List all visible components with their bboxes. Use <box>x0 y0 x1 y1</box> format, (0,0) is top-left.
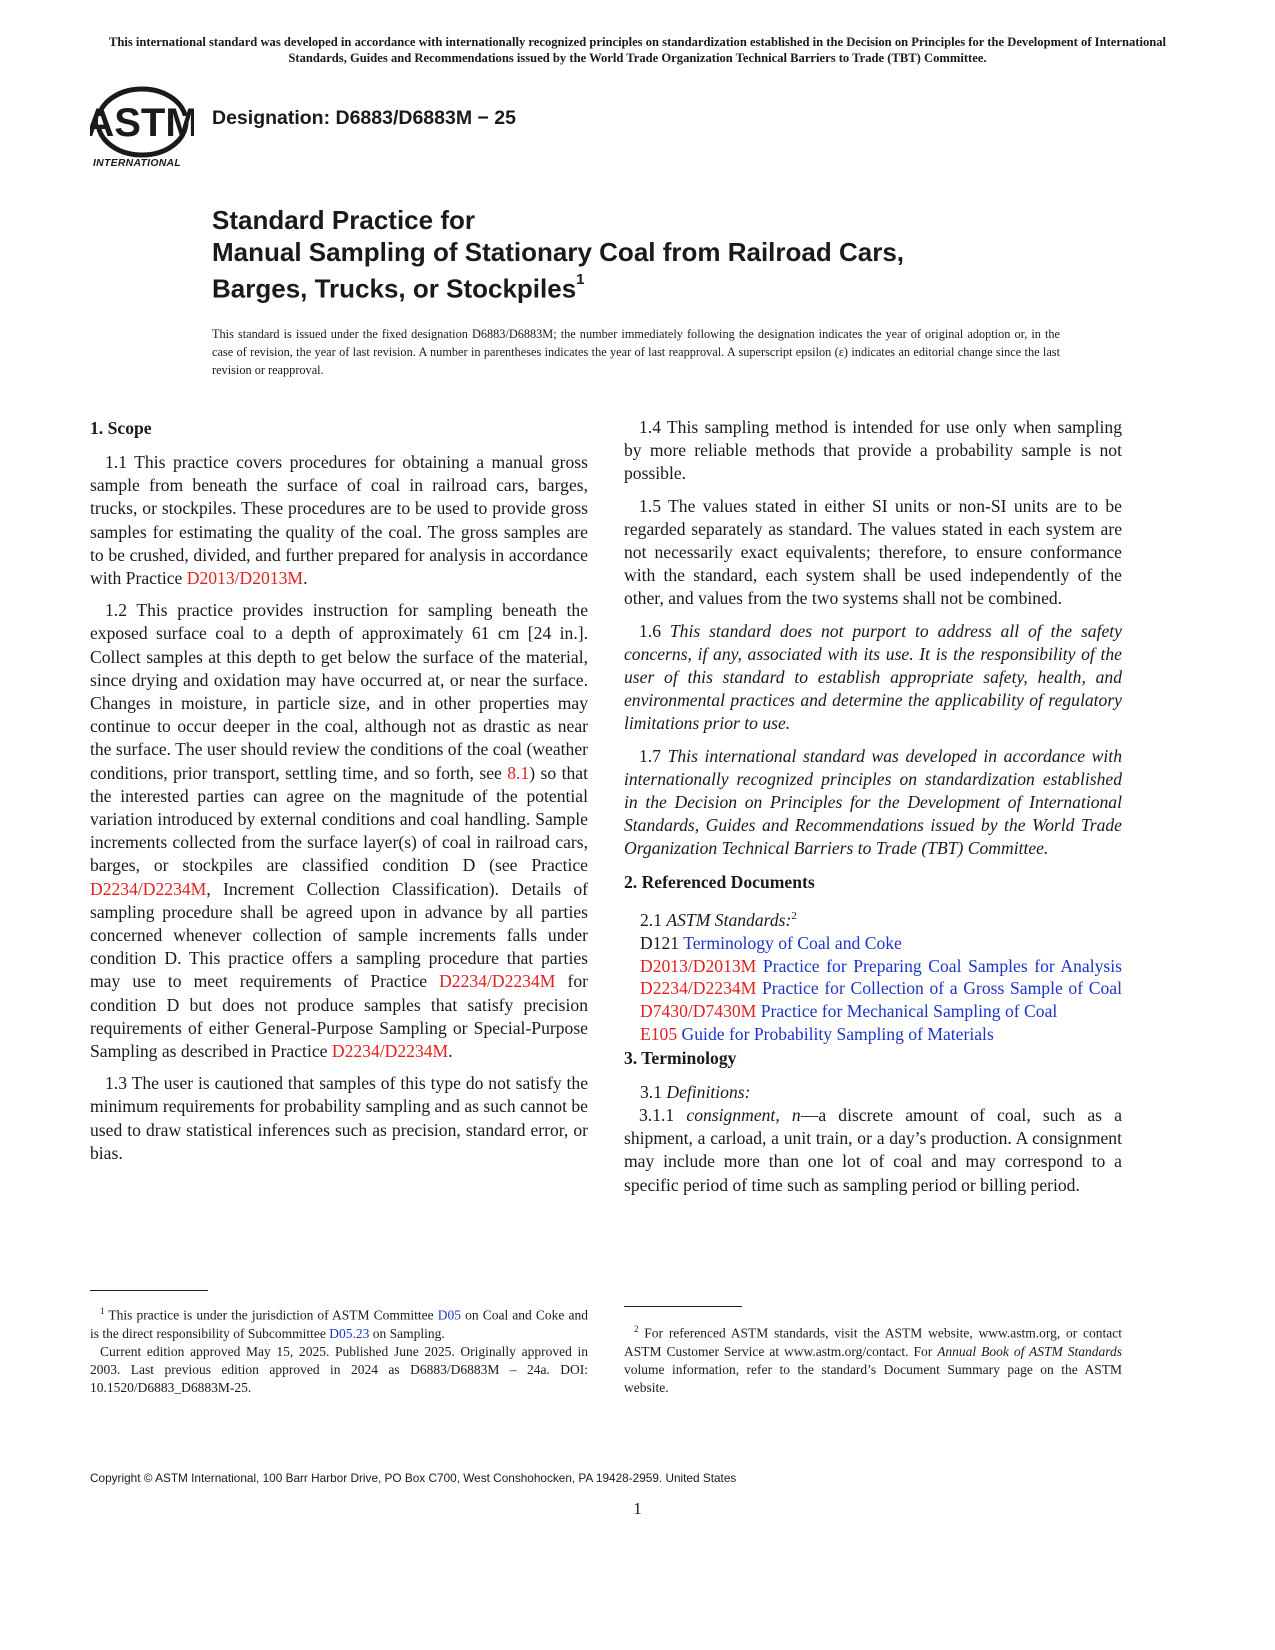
paragraph-1-5: 1.5 The values stated in either SI units or non-SI units are to be regarded separately as standard. The values stated in each system are not necessarily exact equivalents; therefore, to ensure conformance with the standard, each system shall be used independently of the other, and values from the two systems shall not be combined. <box>624 495 1122 609</box>
section-heading-terminology: 3. Terminology <box>624 1047 737 1068</box>
document-title <box>212 204 1112 305</box>
paragraph-1-6: 1.6 This standard does not purport to address all of the safety concerns, if any, associated with its use. It is the responsibility of the user of this standard to establish appropriate safety, health, and environmental practices and determine the applicability of regulatory limitations prior to use. <box>624 620 1122 734</box>
designation: Designation: D6883/D6883M − 25 <box>212 107 517 129</box>
footnote-1: $^1$ This practice is under the jurisdiction of ASTM Committee D05 on Coal and Coke and is the direct responsibility of Subcommittee D05.23 on Sampling. Current edition approved May 15, 2025. Published June 2025. Originally approved in 2003. Last previous edition approved in 2024 as D6883/D6883M – 24a. DOI: 10.1520/D6883_D6883M-25. <box>90 1306 588 1396</box>
subcommittee-link[interactable]: D05.23 <box>329 1325 370 1341</box>
right-column <box>624 416 1122 1206</box>
astm-monogram-text: ASTM <box>90 101 194 145</box>
page-number: 1 <box>633 1499 642 1518</box>
reference-item[interactable]: D121 Terminology of Coal and Coke <box>640 932 902 953</box>
definitions-subheading: 3.1 Definitions: <box>640 1081 751 1102</box>
footnote-2: $^2$ For referenced ASTM standards, visit the ASTM website, www.astm.org, or contact ASTM Customer Service at www.astm.org/contact. For Annual Book of ASTM Standards volume information, refer to the standard’s Document Summary page on the ASTM website. <box>624 1324 1122 1396</box>
reference-title-link[interactable]: Guide for Probability Sampling of Materials <box>681 1023 994 1044</box>
reference-item[interactable]: D2234/D2234M Practice for Collection of a Gross Sample of Coal <box>640 978 1122 999</box>
footnote-divider-left <box>90 1290 208 1291</box>
definition-consignment: 3.1.1 consignment, n—a discrete amount of coal, such as a shipment, a carload, a unit train, or a day’s production. A consignment may include more than one lot of coal and may correspond to a specific period of time such as sampling period or billing period. <box>624 1104 1123 1195</box>
reference-title-link[interactable]: Practice for Mechanical Sampling of Coal <box>760 1001 1058 1022</box>
paragraph-1-7: 1.7 This international standard was developed in accordance with internationally recognized principles on standardization established in the Decision on Principles for the Development of International Standards, Guides and Recommendations issued by the World Trade Organization Technical Barriers to Trade (TBT) Committee. <box>624 745 1122 859</box>
ref-link-d2013[interactable]: D2013/D2013M <box>186 568 304 589</box>
footnote-divider-right <box>624 1306 742 1307</box>
issued-note: This standard is issued under the fixed designation D6883/D6883M; the number immediately following the designation indicates the year of original adoption or, in the case of revision, the year of last revision. A number in parentheses indicates the year of last reapproval. A superscript epsilon (ε) indicates an editorial change since the last revision or reapproval. <box>212 327 1060 377</box>
title-footnote-mark[interactable]: 1 <box>576 271 585 288</box>
footnote-mark-2[interactable]: 2 <box>791 909 797 922</box>
paragraph-1-1: 1.1 This practice covers procedures for obtaining a manual gross sample from beneath the surface of coal in railroad cars, barges, trucks, or stockpiles. These procedures are to be used to provide gross samples for estimating the quality of the coal. The gross samples are to be crushed, divided, and further prepared for analysis in accordance with Practice D2013/D2013M. <box>90 452 588 589</box>
astm-monogram-icon <box>90 86 194 160</box>
logo-wordmark: INTERNATIONAL <box>93 158 181 169</box>
copyright-notice: Copyright © ASTM International, 100 Barr Harbor Drive, PO Box C700, West Conshohocken, PA 19428-2959. United States <box>90 1471 737 1485</box>
left-column <box>90 416 588 1174</box>
section-heading-scope: 1. Scope <box>90 418 152 438</box>
paragraph-1-2: 1.2 This practice provides instruction for sampling beneath the exposed surface coal to a depth of approximately 61 cm [24 in.]. Collect samples at this depth to get below the surface of the material, since drying and oxidation may have occurred at, or near the surface. Changes in moisture, in particle size, and in other properties may continue to occur deeper in the coal, although not as drastic as near the surface. The user should review the conditions of the coal (weather conditions, prior transport, settling time, and so forth, see 8.1) so that the interested parties can agree on the magnitude of the potential variation introduced by external conditions and coal handling. Sample increments collected from the surface layer(s) of coal in railroad cars, barges, or stockpiles are classified condition D (see Practice D2234/D2234M, Increment Collection Classification). Details of sampling procedure shall be agreed upon in advance by all parties concerned whenever collection of sample increments falls under condition D. This practice offers a sampling procedure that parties may use to meet requirements of Practice D2234/D2234M for condition D but does not produce samples that satisfy precision requirements of either General-Purpose Sampling or Special-Purpose Sampling as described in Practice D2234/D2234M. <box>90 600 588 1062</box>
reference-title-link[interactable]: Terminology of Coal and Coke <box>683 932 902 953</box>
title-line-2: Manual Sampling of Stationary Coal from Railroad Cars, <box>212 237 905 267</box>
astm-standards-subheading: 2.1 ASTM Standards:$^2$ <box>640 909 797 930</box>
title-line-3: Barges, Trucks, or Stockpiles <box>212 273 577 304</box>
reference-item[interactable]: E105 Guide for Probability Sampling of Materials <box>640 1023 994 1044</box>
reference-title-link[interactable]: Practice for Preparing Coal Samples for Analysis <box>762 955 1122 976</box>
reference-item[interactable]: D7430/D7430M Practice for Mechanical Sampling of Coal <box>640 1001 1058 1022</box>
ref-link-d2234[interactable]: D2234/D2234M <box>439 971 556 992</box>
ref-link-d2234[interactable]: D2234/D2234M <box>331 1041 449 1062</box>
paragraph-1-4: 1.4 This sampling method is intended for use only when sampling by more reliable methods that provide a probability sample is not possible. <box>624 417 1122 484</box>
reference-title-link[interactable]: Practice for Collection of a Gross Sample of Coal <box>762 978 1122 999</box>
wto-notice: This international standard was developed in accordance with internationally recognized principles on standardization established in the Decision on Principles for the Development of International Standards, Guides and Recommendations issued by the World Trade Organization Technical Barriers to Trade (TBT) Committee. <box>108 35 1167 65</box>
ref-link-d2234[interactable]: D2234/D2234M <box>90 878 207 899</box>
title-line-1: Standard Practice for <box>212 205 475 235</box>
committee-link[interactable]: D05 <box>437 1307 461 1323</box>
ref-link-section-8-1[interactable]: 8.1 <box>507 762 530 783</box>
reference-item[interactable]: D2013/D2013M Practice for Preparing Coal Samples for Analysis <box>640 955 1122 976</box>
section-heading-referenced-documents: 2. Referenced Documents <box>624 871 815 892</box>
paragraph-1-3: 1.3 The user is cautioned that samples of this type do not satisfy the minimum requirements for probability sampling and as such cannot be used to draw statistical inferences such as precision, standard error, or bias. <box>90 1073 588 1163</box>
